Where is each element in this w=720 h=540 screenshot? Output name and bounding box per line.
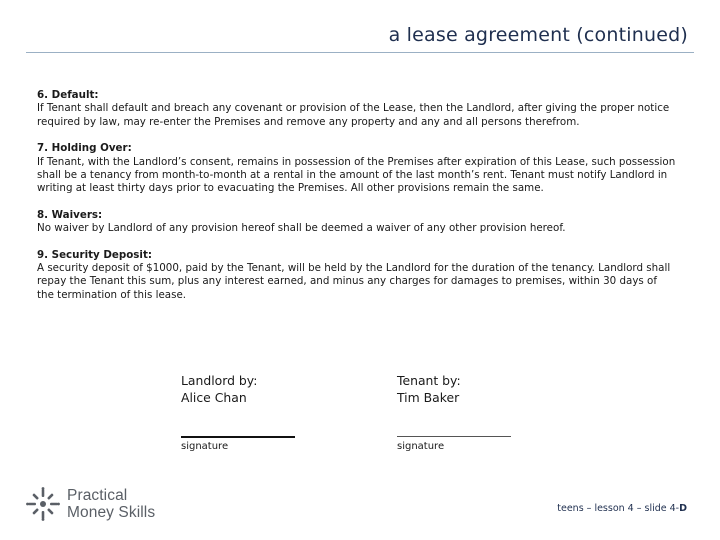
tenant-signature-label: signature [397,441,445,452]
practical-money-skills-logo [26,487,155,521]
tenant-role-label: Tenant by: [397,373,461,388]
section-body: If Tenant shall default and breach any covenant or provision of the Lease, then the Landlord, after giving the proper notice required by law, may re-enter the Premises and remove any property and any and all persons therefrom. [37,102,670,128]
footer-text: teens – lesson 4 – slide 4- [557,503,680,514]
starburst-logo-icon [26,487,60,521]
section-body: No waiver by Landlord of any provision hereof shall be deemed a waiver of any other provision hereof. [37,222,566,235]
section-heading: 8. Waivers: [37,208,103,221]
section-heading: 9. Security Deposit: [37,248,152,261]
tenant-signature-line [397,436,511,437]
page-title: a lease agreement (continued) [388,24,688,46]
landlord-name: Alice Chan [181,390,247,405]
section-holding-over [37,142,677,196]
section-body: A security deposit of $1000, paid by the Tenant, will be held by the Landlord for the duration of the tenancy. Landlord shall repay the Tenant this sum, plus any interest earned, and minus any charges for damages to premises, within 30 days of the termination of this lease. [37,262,671,301]
landlord-signature-label: signature [181,441,229,452]
tenant-name: Tim Baker [397,390,460,405]
lease-content [37,89,677,315]
landlord-signature-line [181,436,295,438]
landlord-role-label: Landlord by: [181,373,258,388]
logo-wordmark [67,487,155,521]
slide-footer [557,503,687,514]
logo-line-1: Practical [67,487,128,504]
section-body: If Tenant, with the Landlord’s consent, remains in possession of the Premises after expiration of this Lease, such possession shall be a tenancy from month-to-month at a rental in the amount of the last month’s rent. Tenant must notify Landlord in writing at least thirty days prior to evacuating the Premises. All other provisions remain the same. [37,155,676,195]
section-heading: 7. Holding Over: [37,142,132,155]
section-default [37,89,677,129]
section-security-deposit [37,249,677,303]
tenant-signature-block [397,372,461,406]
section-waivers [37,209,677,236]
section-heading: 6. Default: [37,89,99,101]
landlord-signature-block [181,372,257,406]
footer-slide-letter: D [679,503,687,514]
logo-line-2: Money Skills [67,504,156,521]
title-divider [26,52,694,53]
